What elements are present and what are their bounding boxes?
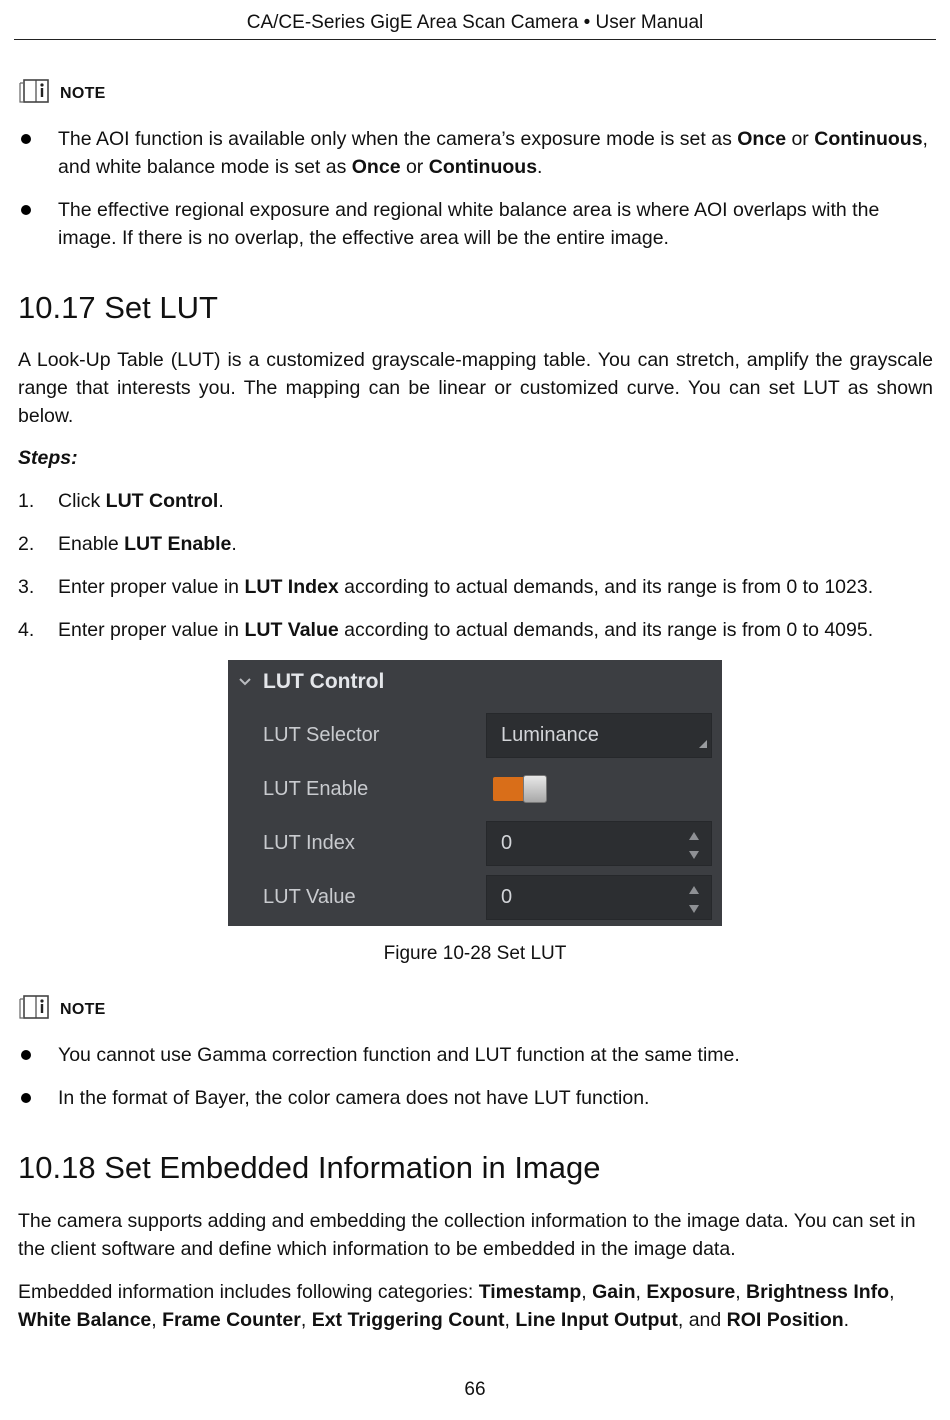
step-1: Click LUT Control. (58, 490, 224, 512)
step-3: Enter proper value in LUT Index according to actual demands, and its range is from 0 to 1023. (58, 576, 874, 598)
lut-index-spinbox[interactable] (486, 821, 712, 866)
lut-selector-dropdown[interactable] (486, 713, 712, 758)
page-header-title: CA/CE-Series GigE Area Scan Camera • User Manual (246, 12, 704, 33)
section-heading-10-17: 10.17 Set LUT (18, 290, 218, 325)
dropdown-corner-icon (699, 735, 707, 753)
note-heading (18, 77, 106, 103)
steps-label: Steps: (18, 447, 78, 469)
chevron-down-icon[interactable] (239, 674, 251, 692)
note-icon (18, 993, 54, 1019)
step-4: Enter proper value in LUT Value according to actual demands, and its range is from 0 to 4095. (58, 619, 874, 641)
spin-up-icon[interactable] (688, 828, 700, 846)
note1-bullet2: The effective regional exposure and regional white balance area is where AOI overlaps with the image. If there is no overlap, the effective area will be the entire image. (58, 199, 880, 249)
note1-bullet1: The AOI function is available only when the camera’s exposure mode is set as Once or Continuous, and white balance mode is set as Once or Continuous. (58, 128, 928, 178)
bullet-icon (21, 205, 31, 215)
note-label: NOTE (60, 85, 106, 102)
figure-caption: Figure 10-28 Set LUT (383, 943, 567, 964)
toggle-knob (523, 775, 547, 803)
header-divider (14, 39, 936, 40)
lut-value-label: LUT Value (263, 886, 356, 908)
section2-paragraph1: The camera supports adding and embedding the collection information to the image data. You can set in the client software and define which information to be embedded in the image data. (18, 1210, 916, 1260)
lut-value-value: 0 (501, 886, 513, 908)
bullet-icon (21, 1093, 31, 1103)
lut-selector-value: Luminance (501, 724, 599, 746)
note-label: NOTE (60, 1001, 106, 1018)
step-number: 3. (18, 576, 35, 598)
page-number: 66 (464, 1379, 486, 1400)
note-heading (18, 993, 106, 1019)
step-number: 1. (18, 490, 35, 512)
lut-selector-label: LUT Selector (263, 724, 380, 746)
spin-down-icon[interactable] (688, 847, 700, 865)
step-2: Enable LUT Enable. (58, 533, 237, 555)
section2-paragraph2: Embedded information includes following categories: Timestamp, Gain, Exposure, Brightness Info, White Balance, Frame Counter, Ext Triggering Count, Line Input Output, and ROI Position. (18, 1281, 895, 1331)
note2-bullet1: You cannot use Gamma correction function and LUT function at the same time. (58, 1044, 740, 1066)
lut-enable-label: LUT Enable (263, 778, 369, 800)
note2-bullet2: In the format of Bayer, the color camera does not have LUT function. (58, 1087, 650, 1109)
note-icon (18, 77, 54, 103)
spin-up-icon[interactable] (688, 882, 700, 900)
section-heading-10-18: 10.18 Set Embedded Information in Image (18, 1150, 601, 1185)
panel-title[interactable]: LUT Control (263, 670, 385, 693)
lut-control-panel (228, 660, 722, 926)
bullet-icon (21, 1050, 31, 1060)
lut-index-label: LUT Index (263, 832, 355, 854)
step-number: 4. (18, 619, 35, 641)
bullet-icon (21, 134, 31, 144)
step-number: 2. (18, 533, 35, 555)
lut-value-spinbox[interactable] (486, 875, 712, 920)
section1-intro: A Look-Up Table (LUT) is a customized grayscale-mapping table. You can stretch, amplify the grayscale range that interests you. The mapping can be linear or customized curve. You can set LUT as shown below. (18, 349, 933, 427)
spin-down-icon[interactable] (688, 901, 700, 919)
lut-index-value: 0 (501, 832, 513, 854)
lut-enable-toggle[interactable] (493, 775, 547, 803)
